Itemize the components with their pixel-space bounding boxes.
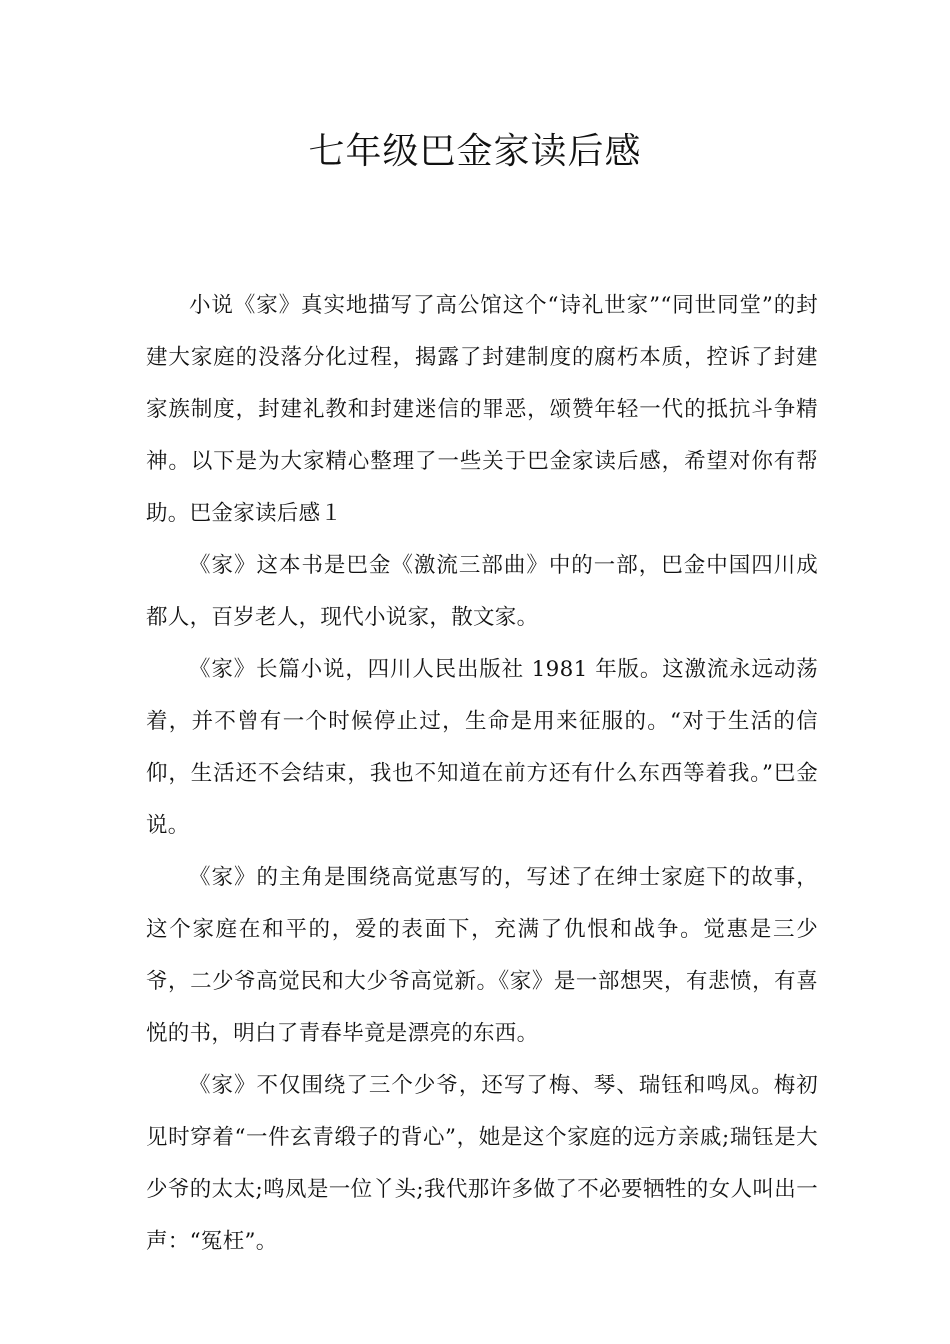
document-body	[146, 280, 818, 1268]
paragraph-4: 《家》的主角是围绕高觉惠写的，写述了在绅士家庭下的故事，这个家庭在和平的，爱的表面下，充满了仇恨和战争。觉惠是三少爷，二少爷高觉民和大少爷高觉新。《家》是一部想哭，有悲愤，有喜悦的书，明白了青春毕竟是漂亮的东西。	[146, 865, 818, 1046]
paragraph-2: 《家》这本书是巴金《激流三部曲》中的一部，巴金中国四川成都人，百岁老人，现代小说家，散文家。	[146, 553, 818, 630]
paragraph-5: 《家》不仅围绕了三个少爷，还写了梅、琴、瑞钰和鸣凤。梅初见时穿着“一件玄青缎子的背心”，她是这个家庭的远方亲戚;瑞钰是大少爷的太太;鸣凤是一位丫头;我代那许多做了不必要牺牲的女人叫出一声：“冤枉”。	[146, 1073, 818, 1254]
paragraph-3: 《家》长篇小说，四川人民出版社 1981 年版。这激流永远动荡着，并不曾有一个时候停止过，生命是用来征服的。“对于生活的信仰，生活还不会结束，我也不知道在前方还有什么东西等着我。”巴金说。	[146, 657, 818, 838]
page-title: 七年级巴金家读后感	[308, 131, 642, 172]
paragraph-1: 小说《家》真实地描写了高公馆这个“诗礼世家”“同世同堂”的封建大家庭的没落分化过程，揭露了封建制度的腐朽本质，控诉了封建家族制度，封建礼教和封建迷信的罪恶，颂赞年轻一代的抵抗斗争精神。以下是为大家精心整理了一些关于巴金家读后感，希望对你有帮助。巴金家读后感１	[146, 293, 818, 526]
